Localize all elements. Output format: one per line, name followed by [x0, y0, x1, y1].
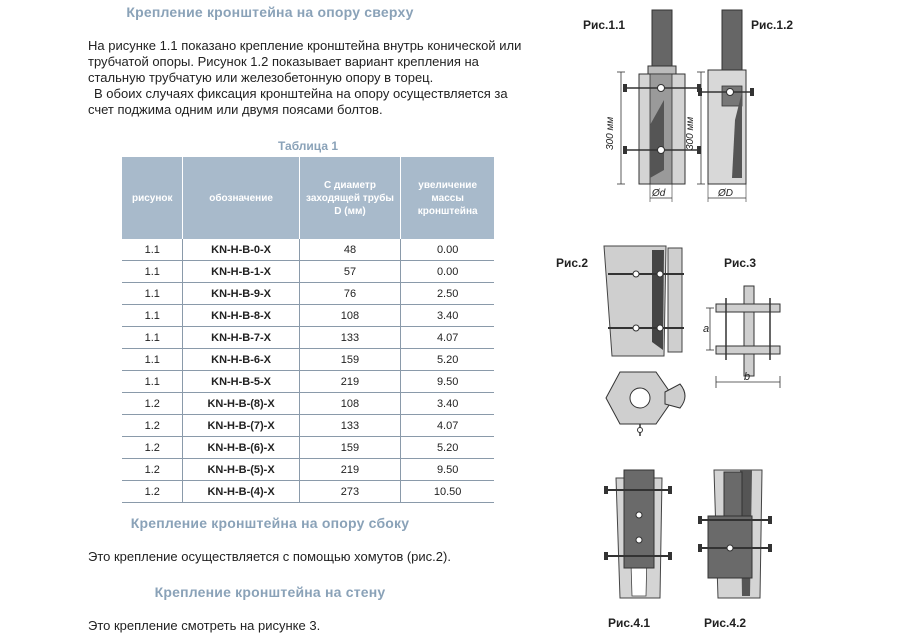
cell-figure: 1.1: [122, 305, 183, 327]
cell-mass: 0.00: [401, 239, 494, 261]
table-row: [122, 305, 494, 327]
cell-mass: 0.00: [401, 261, 494, 283]
fig-2-label: Рис.2: [556, 256, 589, 270]
cell-mass: 10.50: [401, 481, 494, 503]
table-row: [122, 349, 494, 371]
cell-figure: 1.1: [122, 239, 183, 261]
cell-diameter: 57: [299, 261, 401, 283]
cell-diameter: 76: [299, 283, 401, 305]
cell-mass: 2.50: [401, 283, 494, 305]
cell-designation: KN-H-B-6-X: [183, 349, 299, 371]
dim-300-label-a: 300 мм: [605, 116, 616, 150]
cell-figure: 1.1: [122, 327, 183, 349]
table-row: [122, 481, 494, 503]
table-caption: Таблица 1: [277, 139, 339, 153]
wall-mount-text: Это крепление смотреть на рисунке 3.: [88, 618, 321, 633]
cell-diameter: 219: [299, 459, 401, 481]
cell-designation: KN-H-B-(8)-X: [183, 393, 299, 415]
cell-designation: KN-H-B-9-X: [183, 283, 299, 305]
cell-diameter: 133: [299, 327, 401, 349]
table-row: [122, 371, 494, 393]
table-row: [122, 437, 494, 459]
cell-mass: 9.50: [401, 459, 494, 481]
cell-figure: 1.2: [122, 437, 183, 459]
cell-figure: 1.1: [122, 349, 183, 371]
col-header-mass: увеличение массы кронштейна: [401, 157, 494, 239]
cell-designation: KN-H-B-(4)-X: [183, 481, 299, 503]
fig-1-1-label: Рис.1.1: [583, 18, 626, 32]
fig-4-2-label: Рис.4.2: [704, 616, 747, 630]
table-row: [122, 239, 494, 261]
cell-figure: 1.2: [122, 393, 183, 415]
fig-4-2-drawing: [698, 470, 772, 598]
heading-top-mount: Крепление кронштейна на опору сверху: [126, 4, 414, 20]
cell-mass: 4.07: [401, 415, 494, 437]
col-header-figure: рисунок: [122, 157, 183, 239]
cell-figure: 1.2: [122, 481, 183, 503]
cell-designation: KN-H-B-(6)-X: [183, 437, 299, 459]
cell-mass: 9.50: [401, 371, 494, 393]
col-header-diameter: С диаметр заходящей трубы D (мм): [299, 157, 401, 239]
col-header-designation: обозначение: [183, 157, 299, 239]
cell-figure: 1.1: [122, 283, 183, 305]
fig-1-2-drawing: [697, 10, 754, 202]
cell-mass: 3.40: [401, 305, 494, 327]
table-row: [122, 393, 494, 415]
cell-designation: KN-H-B-1-X: [183, 261, 299, 283]
cell-diameter: 48: [299, 239, 401, 261]
cell-figure: 1.1: [122, 371, 183, 393]
cell-figure: 1.1: [122, 261, 183, 283]
heading-wall-mount: Крепление кронштейна на стену: [154, 584, 386, 600]
table-row: [122, 261, 494, 283]
cell-designation: KN-H-B-(5)-X: [183, 459, 299, 481]
dim-D-label: ØD: [718, 188, 733, 199]
fig-4-1-drawing: [604, 470, 672, 598]
fig-1-2-label: Рис.1.2: [751, 18, 794, 32]
fig-4-1-label: Рис.4.1: [608, 616, 651, 630]
cell-mass: 3.40: [401, 393, 494, 415]
table-header-row: [122, 157, 494, 239]
technical-drawings: [540, 0, 900, 642]
dim-d-label: Ød: [652, 188, 666, 199]
fig-3-label: Рис.3: [724, 256, 757, 270]
dim-b-label: b: [744, 371, 751, 383]
cell-diameter: 133: [299, 415, 401, 437]
side-mount-text: Это крепление осуществляется с помощью хомутов (рис.2).: [88, 549, 451, 564]
fig-2-drawing: [604, 246, 685, 436]
dim-a-label: a: [703, 323, 710, 335]
intro-text-1: На рисунке 1.1 показано крепление кронштейна внутрь конической или трубчатой опоры. Рисунок 1.2 показывает вариант крепления на стальную трубчатую или железобетонную опору в торец.: [88, 38, 522, 85]
cell-designation: KN-H-B-7-X: [183, 327, 299, 349]
intro-text-2: В обоих случаях фиксация кронштейна на опору осуществляется за счет поджима одним или двумя поясами болтов.: [88, 86, 508, 117]
table-row: [122, 283, 494, 305]
intro-paragraph: [88, 38, 534, 118]
cell-diameter: 273: [299, 481, 401, 503]
cell-diameter: 159: [299, 349, 401, 371]
cell-designation: KN-H-B-0-X: [183, 239, 299, 261]
cell-diameter: 108: [299, 393, 401, 415]
dim-300-label-b: 300 мм: [685, 116, 696, 150]
cell-designation: KN-H-B-(7)-X: [183, 415, 299, 437]
cell-mass: 5.20: [401, 437, 494, 459]
cell-diameter: 108: [299, 305, 401, 327]
cell-mass: 5.20: [401, 349, 494, 371]
cell-mass: 4.07: [401, 327, 494, 349]
cell-diameter: 219: [299, 371, 401, 393]
cell-designation: KN-H-B-8-X: [183, 305, 299, 327]
fig-3-drawing: [706, 286, 780, 388]
cell-diameter: 159: [299, 437, 401, 459]
table-row: [122, 327, 494, 349]
cell-figure: 1.2: [122, 415, 183, 437]
table-row: [122, 415, 494, 437]
cell-designation: KN-H-B-5-X: [183, 371, 299, 393]
cell-figure: 1.2: [122, 459, 183, 481]
fig-1-1-drawing: [617, 10, 701, 202]
table-row: [122, 459, 494, 481]
heading-side-mount: Крепление кронштейна на опору сбоку: [130, 515, 410, 531]
spec-table: [122, 157, 494, 503]
